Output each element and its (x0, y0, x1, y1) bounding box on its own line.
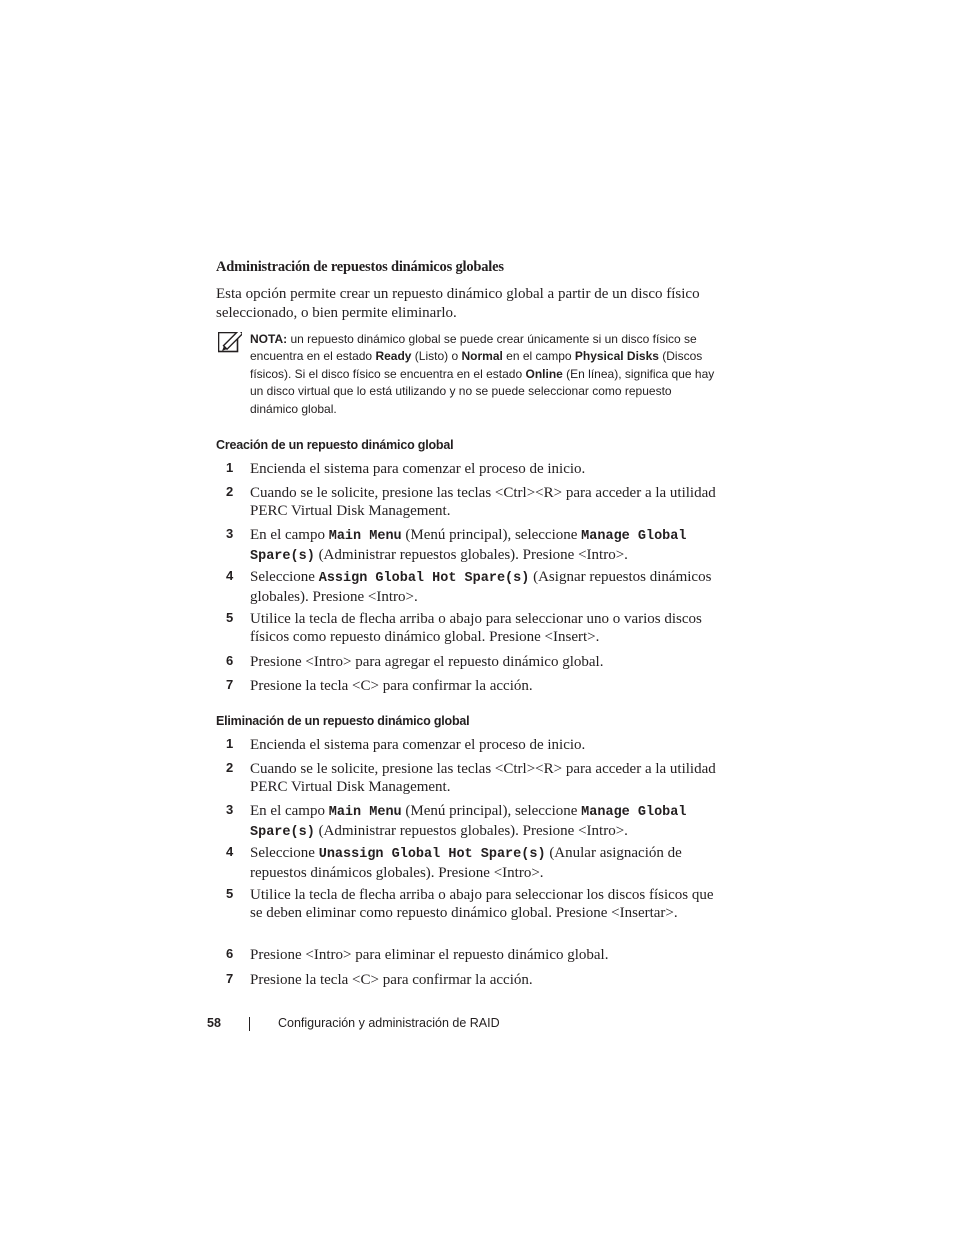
step-text-part: Seleccione (250, 845, 319, 861)
step-number: 2 (226, 760, 234, 775)
step-text: Utilice la tecla de flecha arriba o abajo para seleccionar los discos físicos que se deben eliminar como repuesto dinámico global. Presione <Insertar>. (250, 887, 714, 921)
step-text-part: En el campo (250, 803, 329, 819)
note-text-2: (Listo) o (411, 349, 462, 364)
manage-global-spares-code: Manage Global Spare(s) (250, 805, 687, 840)
main-menu-code: Main Menu (328, 529, 402, 544)
step-text: Cuando se le solicite, presione las teclas <Ctrl><R> para acceder a la utilidad PERC Virtual Disk Management. (250, 761, 716, 795)
note-text-1: un repuesto dinámico global se puede crear únicamente si un disco físico se encuentra en el estado (250, 332, 697, 364)
footer-divider (249, 1017, 250, 1031)
step-text (250, 526, 720, 566)
step-number: 6 (226, 946, 234, 961)
note-text-4: (Discos físicos). Si el disco físico se encuentra en el estado (250, 349, 703, 381)
note-online: Online (525, 366, 563, 381)
pencil-note-icon (218, 332, 242, 354)
page-number: 58 (207, 1016, 221, 1030)
step-text-part: Seleccione (250, 569, 319, 585)
step-number: 7 (226, 677, 234, 692)
note-physical-disks: Physical Disks (574, 349, 659, 364)
note-text-5: (En línea), significa que hay un disco virtual que lo está utilizando y no se puede seleccionar como repuesto dinámico global. (250, 366, 715, 416)
delete-section-title: Eliminación de un repuesto dinámico global (216, 714, 470, 728)
step-text-part: En el campo (250, 527, 329, 543)
step-number: 3 (226, 526, 234, 541)
step-text: Presione <Intro> para agregar el repuesto dinámico global. (250, 654, 604, 670)
note-ready: Ready (375, 349, 412, 364)
note-text (250, 331, 720, 418)
step-number: 6 (226, 653, 234, 668)
step-text-part: (Menú principal), seleccione (401, 803, 582, 819)
step-number: 4 (226, 844, 234, 859)
step-text (250, 844, 720, 882)
step-text: Encienda el sistema para comenzar el proceso de inicio. (250, 461, 586, 477)
step-text: Utilice la tecla de flecha arriba o abajo para seleccionar uno o varios discos físicos como repuesto dinámico global. Presione <Insert>. (250, 611, 702, 645)
step-text (250, 568, 720, 606)
step-number: 4 (226, 568, 234, 583)
step-text: Presione <Intro> para eliminar el repuesto dinámico global. (250, 947, 609, 963)
step-text-part: (Anular asignación de repuestos dinámicos globales). Presione <Intro>. (250, 845, 682, 881)
main-menu-code: Main Menu (328, 805, 402, 820)
step-text-part: (Asignar repuestos dinámicos globales). Presione <Intro>. (250, 569, 712, 605)
intro-paragraph: Esta opción permite crear un repuesto dinámico global a partir de un disco físico seleccionado, o bien permite eliminarlo. (216, 286, 700, 321)
step-text-part: (Administrar repuestos globales). Presione <Intro>. (314, 823, 628, 839)
create-section-title: Creación de un repuesto dinámico global (216, 438, 454, 452)
manage-global-spares-code: Manage Global Spare(s) (250, 529, 687, 564)
step-text-part: (Menú principal), seleccione (401, 527, 582, 543)
step-text-part: (Administrar repuestos globales). Presione <Intro>. (314, 547, 628, 563)
step-number: 5 (226, 886, 234, 901)
step-number: 1 (226, 736, 234, 751)
note-label: NOTA: (250, 332, 288, 346)
step-number: 2 (226, 484, 234, 499)
step-number: 5 (226, 610, 234, 625)
step-text: Presione la tecla <C> para confirmar la acción. (250, 678, 533, 694)
unassign-hot-spare-code: Unassign Global Hot Spare(s) (318, 847, 546, 862)
step-number: 7 (226, 971, 234, 986)
step-text (250, 802, 720, 842)
section-title: Administración de repuestos dinámicos globales (216, 259, 504, 275)
step-number: 1 (226, 460, 234, 475)
assign-hot-spare-code: Assign Global Hot Spare(s) (318, 571, 530, 586)
note-text-3: en el campo (502, 349, 575, 364)
note-normal: Normal (461, 349, 503, 364)
footer-chapter-title: Configuración y administración de RAID (278, 1016, 500, 1030)
step-text: Presione la tecla <C> para confirmar la acción. (250, 972, 533, 988)
step-number: 3 (226, 802, 234, 817)
step-text: Cuando se le solicite, presione las teclas <Ctrl><R> para acceder a la utilidad PERC Virtual Disk Management. (250, 485, 716, 519)
step-text: Encienda el sistema para comenzar el proceso de inicio. (250, 737, 586, 753)
